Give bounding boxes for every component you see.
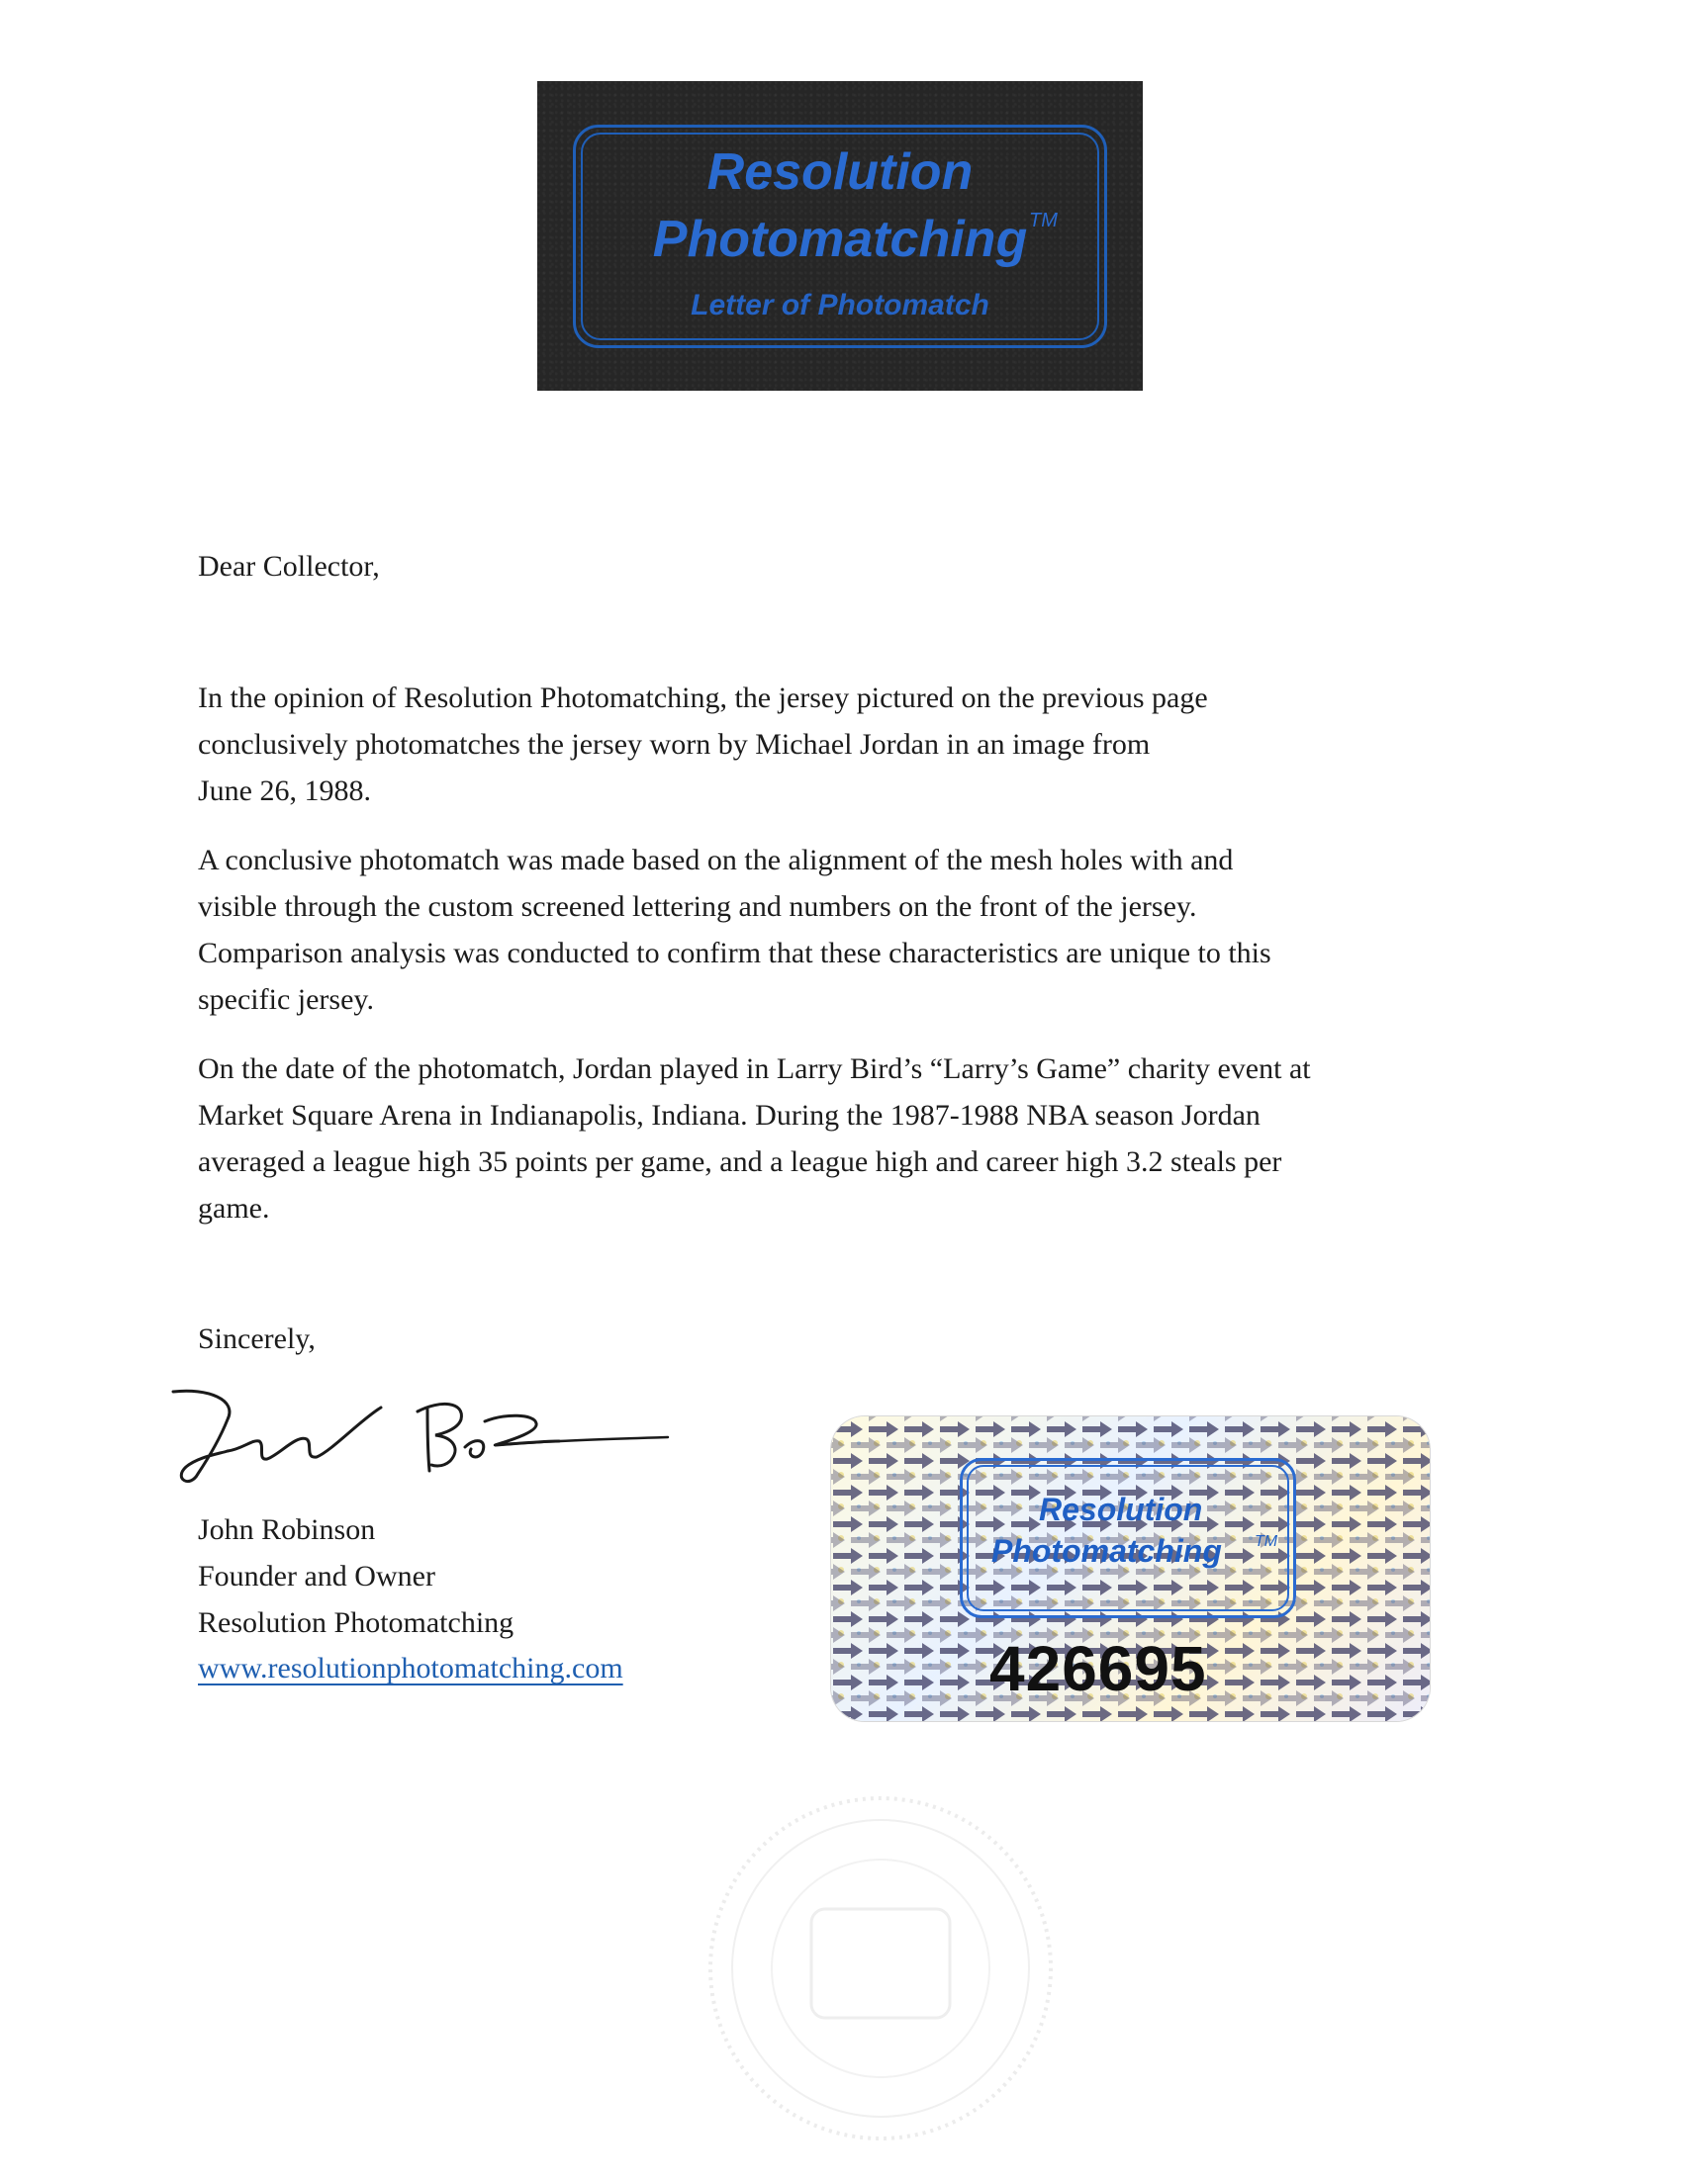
paragraph-line: June 26, 1988. (198, 774, 371, 807)
embossed-seal (693, 1780, 1069, 2156)
paragraph-line: Market Square Arena in Indianapolis, Indiana. During the 1987-1988 NBA season Jordan (198, 1099, 1261, 1132)
paragraph-line: conclusively photomatches the jersey worn by Michael Jordan in an image from (198, 728, 1151, 761)
header-logo (537, 81, 1143, 391)
hologram-serial-number: 426695 (989, 1633, 1207, 1704)
closing: Sincerely, (198, 1322, 316, 1355)
paragraph-line: game. (198, 1192, 270, 1225)
paragraph-3 (198, 1046, 1311, 1231)
hologram-line-resolution: Resolution (1039, 1492, 1203, 1527)
logo-line-photomatching: Photomatching (652, 211, 1028, 268)
signatory-company: Resolution Photomatching (198, 1606, 514, 1639)
logo-trademark: TM (1029, 210, 1058, 231)
paragraph-line: A conclusive photomatch was made based on the alignment of the mesh holes with and (198, 844, 1234, 876)
paragraph-line: visible through the custom screened lettering and numbers on the front of the jersey. (198, 890, 1197, 923)
salutation: Dear Collector, (198, 550, 380, 583)
paragraph-line: In the opinion of Resolution Photomatching, the jersey pictured on the previous page (198, 682, 1208, 714)
hologram-sticker (831, 1416, 1430, 1721)
paragraph-2 (198, 837, 1271, 1023)
paragraph-line: averaged a league high 35 points per game, and a league high and career high 3.2 steals per (198, 1145, 1282, 1178)
logo-line-resolution: Resolution (706, 143, 974, 201)
hologram-line-photomatching: Photomatching (991, 1533, 1222, 1569)
handwritten-signature (168, 1380, 683, 1499)
signatory-title: Founder and Owner (198, 1560, 435, 1592)
paragraph-line: On the date of the photomatch, Jordan played in Larry Bird’s “Larry’s Game” charity event at (198, 1052, 1311, 1085)
paragraph-line: Comparison analysis was conducted to confirm that these characteristics are unique to this (198, 937, 1271, 969)
website-link[interactable]: www.resolutionphotomatching.com (198, 1652, 623, 1684)
signatory-name: John Robinson (198, 1513, 376, 1546)
paragraph-1 (198, 675, 1208, 814)
logo-line-letter-of-photomatch: Letter of Photomatch (691, 289, 989, 321)
paragraph-line: specific jersey. (198, 983, 374, 1016)
hologram-trademark: TM (1255, 1533, 1278, 1550)
